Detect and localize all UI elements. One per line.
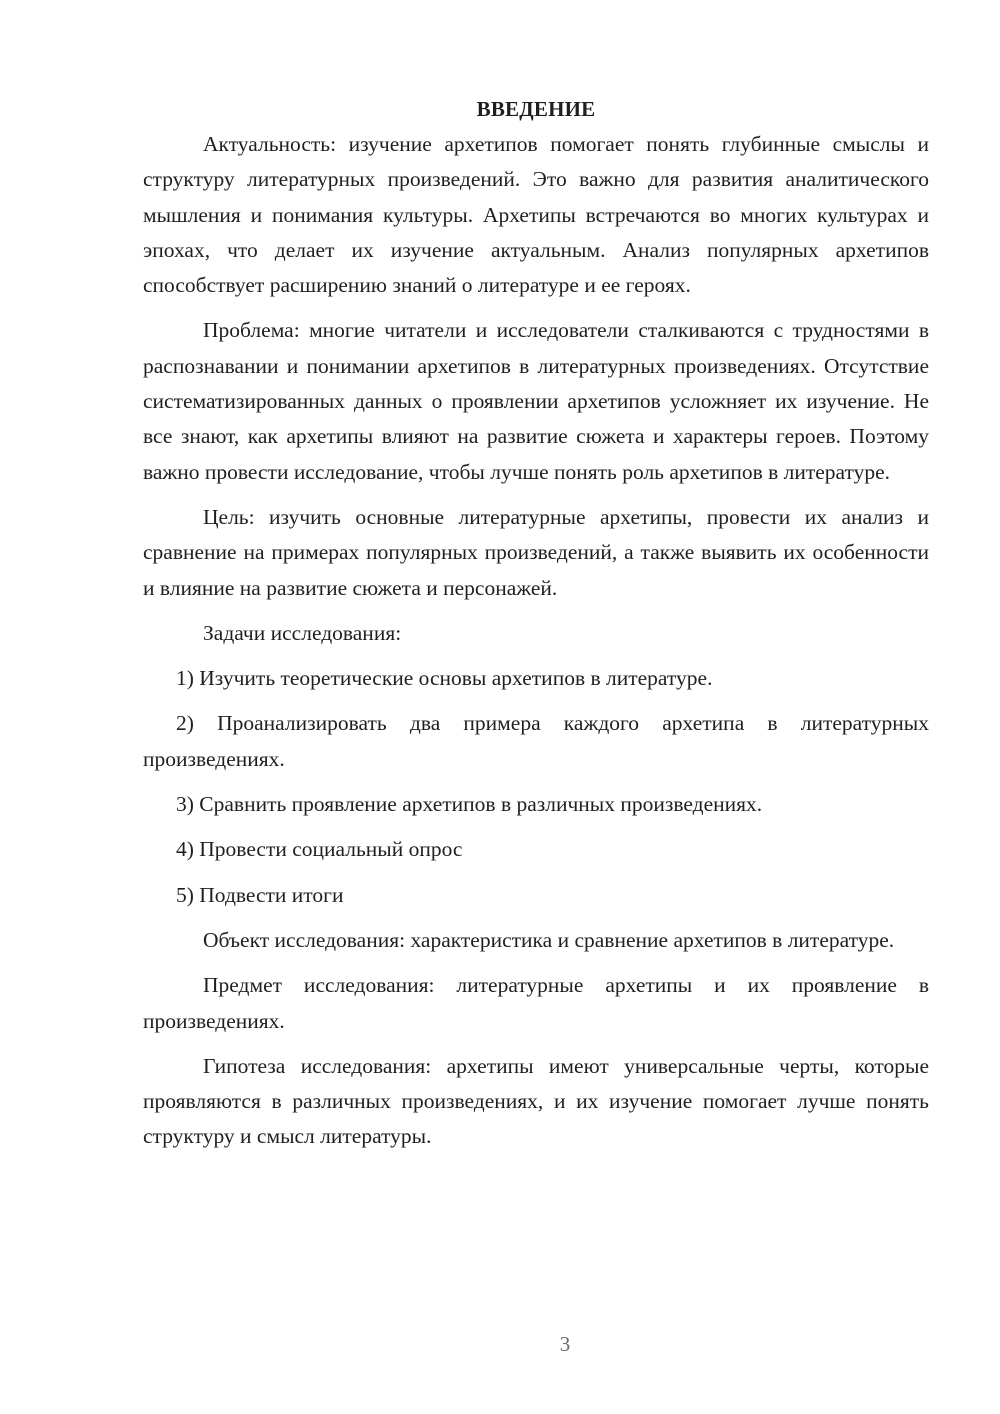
- page-content: [143, 92, 929, 1165]
- paragraph-object: Объект исследования: характеристика и сравнение архетипов в литературе.: [203, 927, 895, 952]
- paragraph-hypothesis: Гипотеза исследования: архетипы имеют универсальные черты, которые проявляются в различных произведениях, и их изучение помогает лучше понять структуру и смысл литературы.: [143, 1053, 929, 1149]
- task-item: 2) Проанализировать два примера каждого архетипа в литературных произведениях.: [143, 711, 929, 771]
- paragraph-problem: Проблема: многие читатели и исследователи сталкиваются с трудностями в распознавании и понимании архетипов в литературных произведениях. Отсутствие систематизированных данных о проявлении архетипов усложняет их изучение. Не все знают, как архетипы влияют на развитие сюжета и характеры героев. Поэтому важно провести исследование, чтобы лучше понять роль архетипов в литературе.: [143, 318, 929, 484]
- tasks-heading: Задачи исследования:: [203, 620, 402, 645]
- paragraph-relevance: Актуальность: изучение архетипов помогает понять глубинные смыслы и структуру литературных произведений. Это важно для развития аналитического мышления и понимания культуры. Архетипы встречаются во многих культурах и эпохах, что делает их изучение актуальным. Анализ популярных архетипов способствует расширению знаний о литературе и ее героях.: [143, 132, 929, 298]
- task-item: 4) Провести социальный опрос: [176, 837, 463, 862]
- task-item: 1) Изучить теоретические основы архетипов в литературе.: [176, 666, 713, 691]
- section-heading: ВВЕДЕНИЕ: [476, 97, 596, 121]
- paragraph-subject: Предмет исследования: литературные архетипы и их проявление в произведениях.: [143, 973, 929, 1033]
- page-number: 3: [559, 1332, 571, 1356]
- task-item: 3) Сравнить проявление архетипов в различных произведениях.: [176, 792, 763, 817]
- task-item: 5) Подвести итоги: [176, 882, 344, 907]
- paragraph-goal: Цель: изучить основные литературные архетипы, провести их анализ и сравнение на примерах популярных произведений, а также выявить их особенности и влияние на развитие сюжета и персонажей.: [143, 504, 929, 600]
